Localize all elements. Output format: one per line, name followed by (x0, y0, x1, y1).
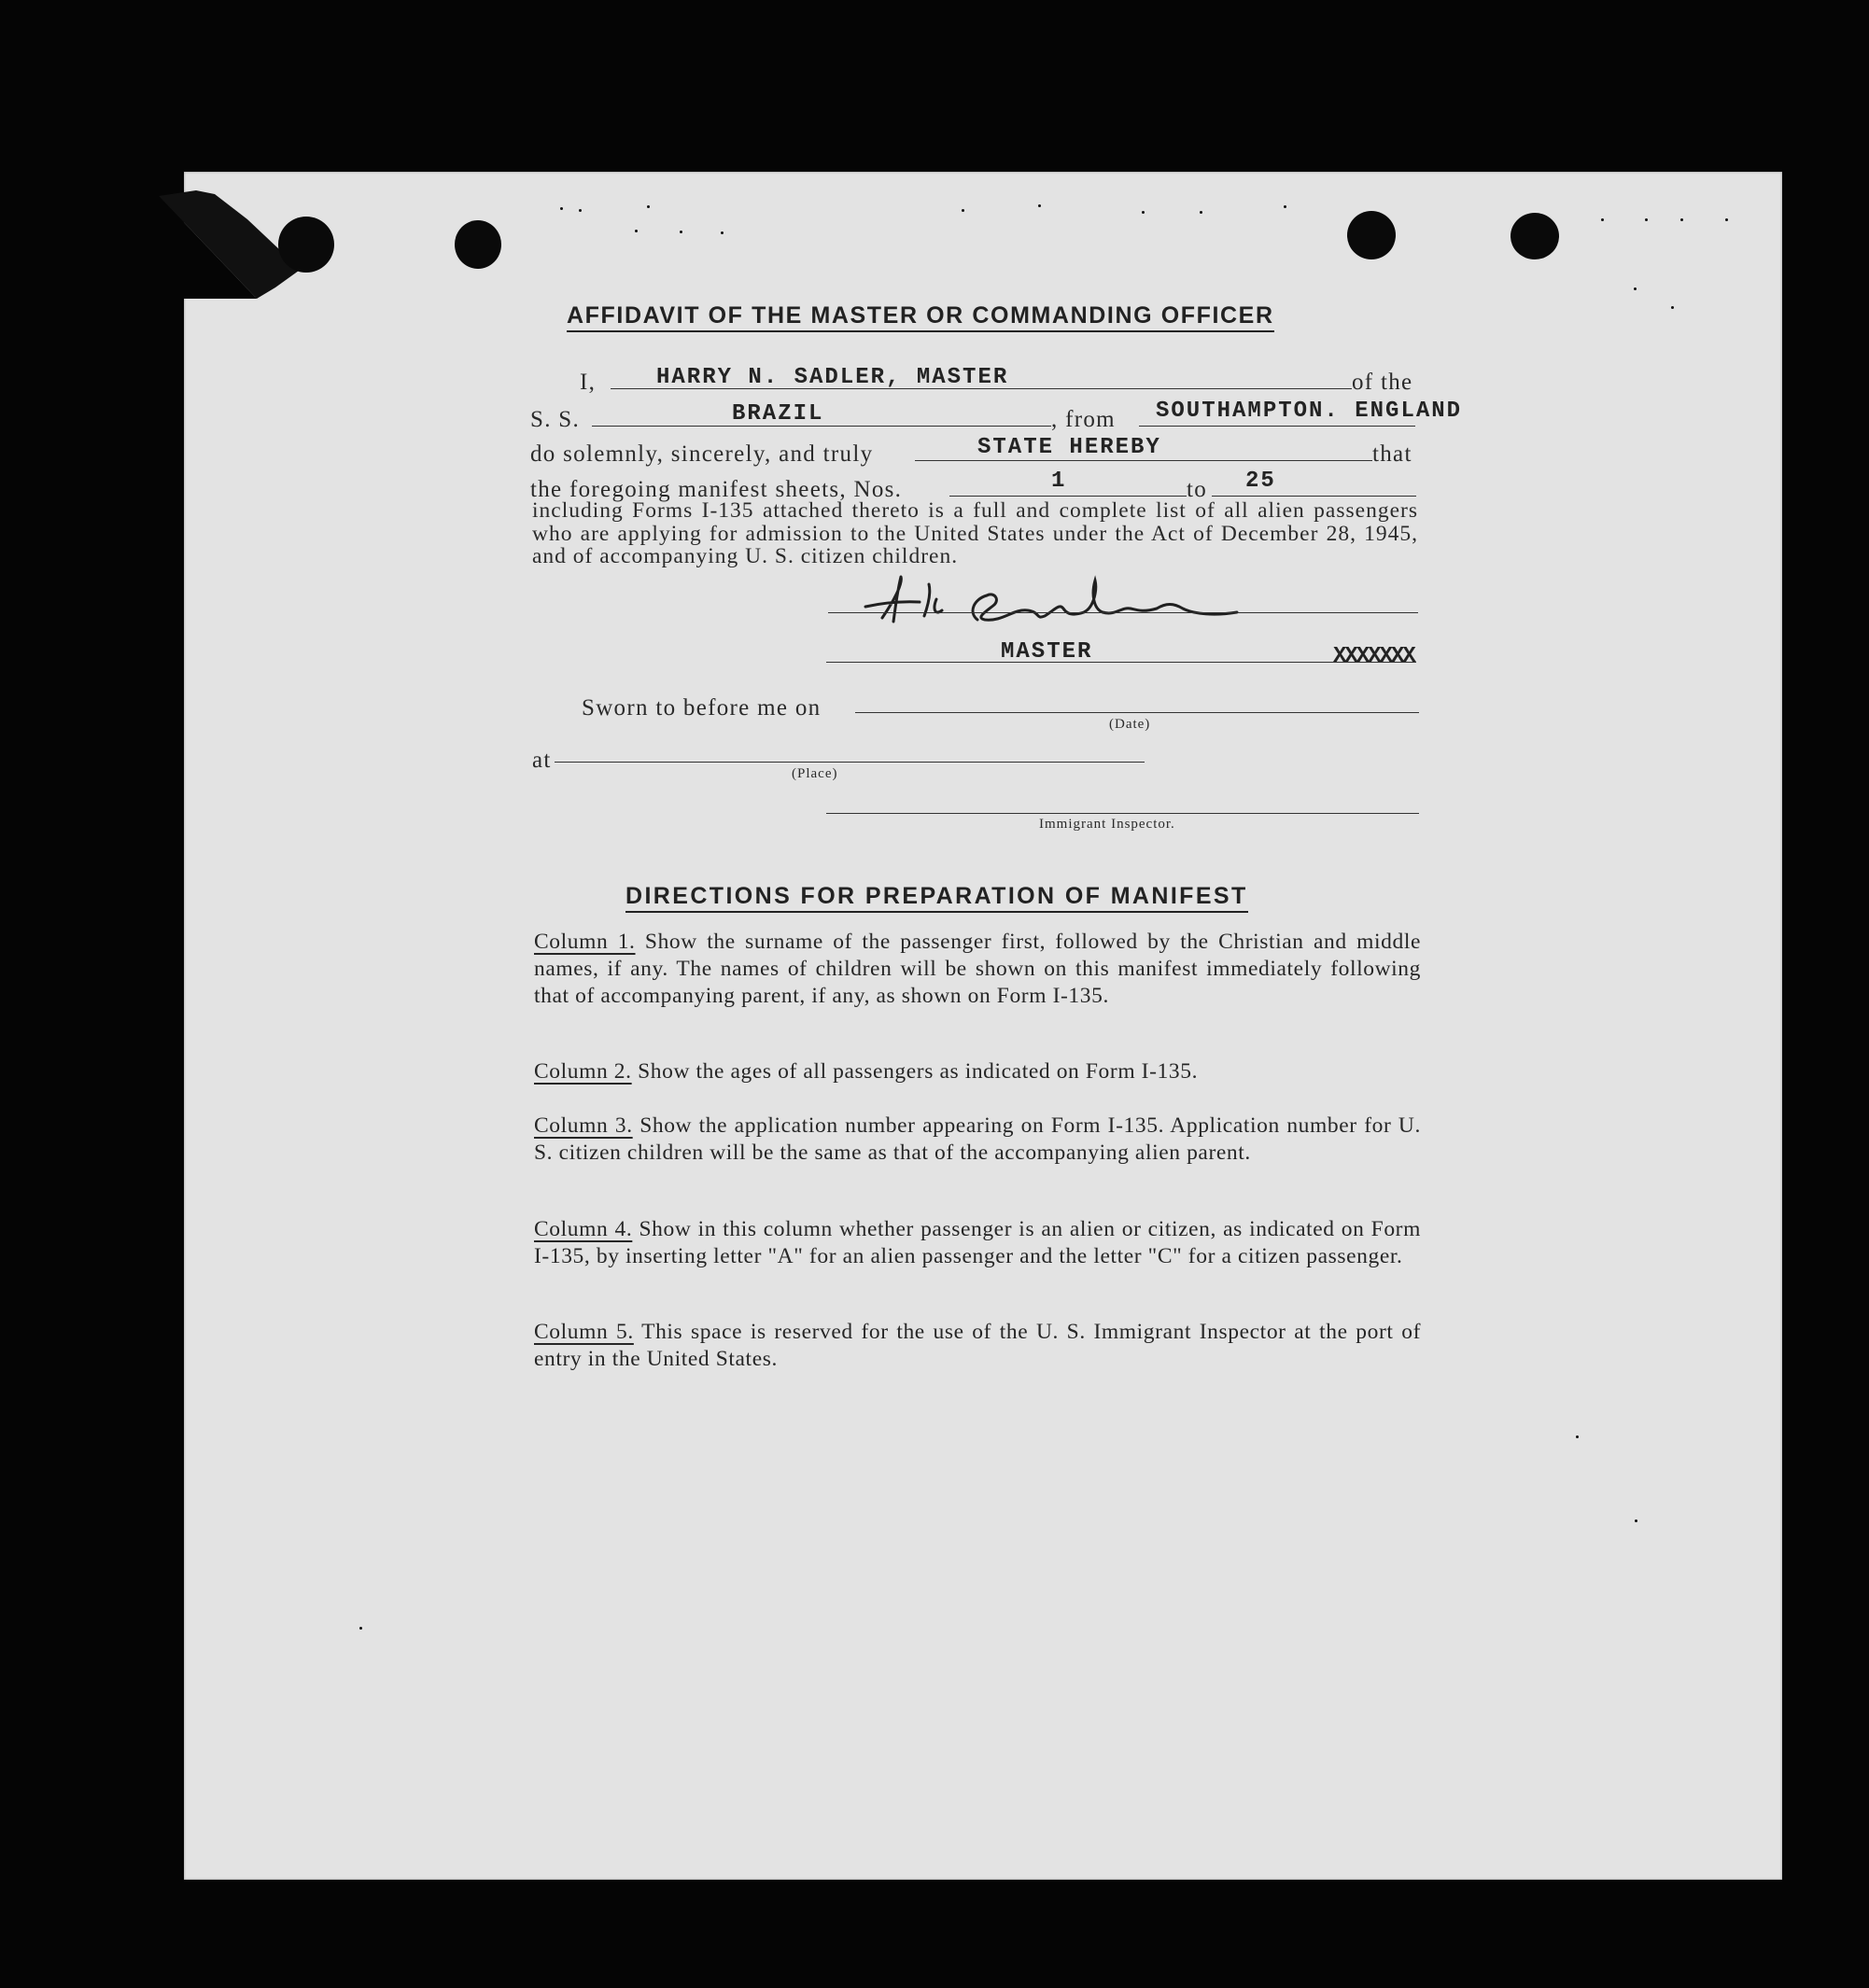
column-5-direction (534, 1319, 1421, 1373)
punch-hole-2 (455, 220, 501, 269)
at-prefix: at (532, 748, 552, 773)
affidavit-line1-suffix: of the (1352, 370, 1413, 395)
column-4-label: Column 4. (534, 1217, 633, 1241)
signature-line (828, 612, 1418, 613)
inspector-line (826, 813, 1419, 814)
sheet-to-field: 25 (1245, 469, 1276, 494)
column-1-label: Column 1. (534, 930, 636, 954)
affidavit-line3-prefix: do solemnly, sincerely, and truly (530, 441, 874, 467)
affidavit-title: AFFIDAVIT OF THE MASTER OR COMMANDING OFFICER (567, 301, 1274, 332)
port-from-underline (1139, 426, 1415, 427)
column-5-text: This space is reserved for the use of the U. S. Immigrant Inspector at the port of entry in the United States. (534, 1320, 1421, 1371)
column-2-direction (534, 1058, 1421, 1085)
sheet-from-field: 1 (1051, 469, 1067, 494)
column-3-label: Column 3. (534, 1113, 633, 1138)
statement-field: STATE HEREBY (977, 435, 1161, 460)
affidavit-body: including Forms I-135 attached thereto is a full and complete list of all alien passengers who are applying for admission to the United States under the Act of December 28, 1945, and of accompanying U. S. citizen children. (532, 498, 1418, 568)
title-line (826, 662, 1416, 663)
column-4-direction (534, 1216, 1421, 1270)
master-name-field: HARRY N. SADLER, MASTER (656, 365, 1009, 390)
affidavit-line4-prefix: the foregoing manifest sheets, Nos. (530, 477, 903, 502)
sheet-to-underline (1212, 496, 1416, 497)
document-page (184, 172, 1782, 1880)
column-3-direction (534, 1113, 1421, 1167)
affidavit-line3-suffix: that (1372, 441, 1412, 467)
date-caption: (Date) (1109, 717, 1151, 732)
inspector-caption: Immigrant Inspector. (1039, 817, 1175, 832)
column-5-label: Column 5. (534, 1320, 634, 1344)
column-4-text: Show in this column whether passenger is an alien or citizen, as indicated on Form I-135, by inserting letter "A" for an alien passenger and the letter "C" for a citizen passenger. (534, 1217, 1421, 1268)
title-struck-out: XXXXXXX (1333, 644, 1414, 669)
punch-hole-3 (1347, 211, 1396, 259)
column-1-direction (534, 929, 1421, 1010)
column-2-label: Column 2. (534, 1059, 632, 1084)
statement-underline (915, 460, 1372, 461)
port-from-field: SOUTHAMPTON. ENGLAND (1156, 399, 1463, 424)
punch-hole-4 (1511, 213, 1559, 259)
sheet-from-underline (949, 496, 1187, 497)
affidavit-line4-mid: to (1187, 477, 1208, 502)
affidavit-line2-mid: , from (1051, 407, 1116, 432)
place-line (555, 762, 1145, 763)
punch-hole-1 (278, 217, 334, 273)
date-line (855, 712, 1419, 713)
column-3-text: Show the application number appearing on Form I-135. Application number for U. S. citizen children will be the same as that of the accompanying alien parent. (534, 1113, 1421, 1165)
column-1-text: Show the surname of the passenger first, followed by the Christian and middle names, if any. The names of children will be shown on this manifest immediately following that of accompanying parent, if any, as shown on Form I-135. (534, 930, 1421, 1008)
place-caption: (Place) (792, 766, 838, 781)
affidavit-line1-prefix: I, (580, 370, 597, 395)
handwritten-signature (845, 571, 1284, 627)
title-typed: MASTER (1001, 639, 1093, 665)
ship-name-field: BRAZIL (732, 401, 824, 427)
affidavit-line2-prefix: S. S. (530, 407, 581, 432)
sworn-prefix: Sworn to before me on (582, 695, 822, 721)
column-2-text: Show the ages of all passengers as indicated on Form I-135. (638, 1059, 1199, 1084)
directions-title: DIRECTIONS FOR PREPARATION OF MANIFEST (625, 882, 1248, 913)
